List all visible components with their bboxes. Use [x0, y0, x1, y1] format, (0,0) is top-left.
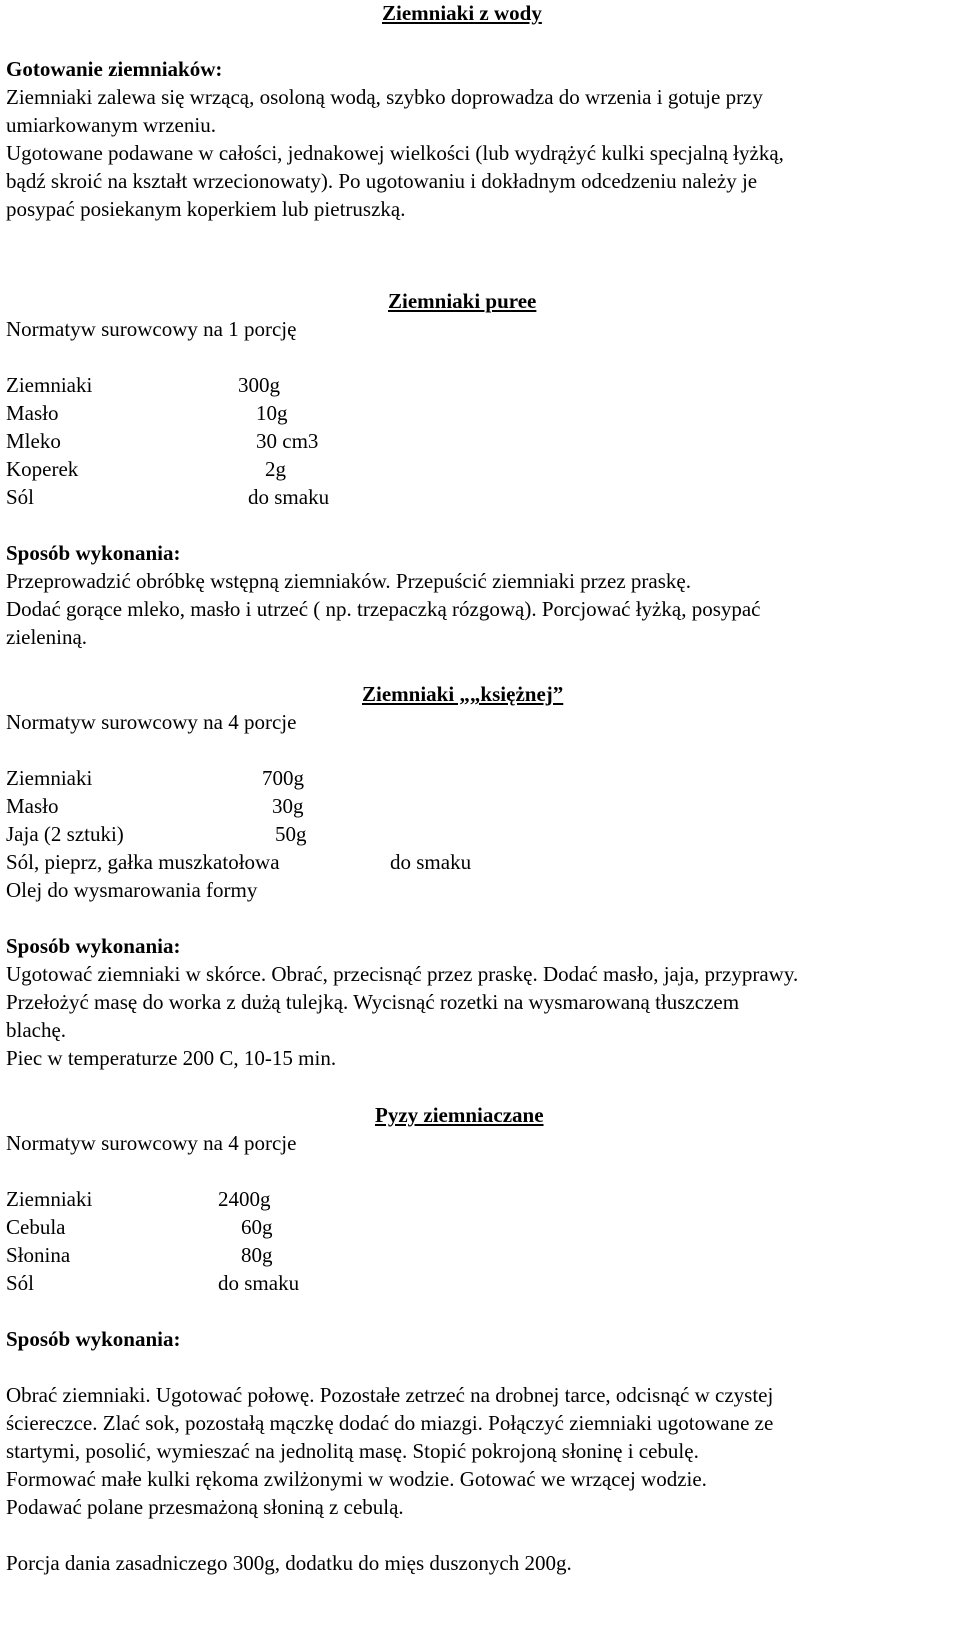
ingredient-amount: do smaku: [248, 485, 330, 509]
paragraph-line: ściereczce. Zlać sok, pozostałą mączkę dodać do miazgi. Połączyć ziemniaki ugotowane ze: [6, 1411, 774, 1435]
section4-method-heading: Sposób wykonania:: [6, 1327, 181, 1351]
paragraph-line: Przełożyć masę do worka z dużą tulejką. Wycisnąć rozetki na wysmarowaną tłuszczem: [6, 990, 740, 1014]
ingredient-amount: 10g: [256, 401, 288, 425]
ingredient-name: Ziemniaki: [6, 1187, 93, 1211]
ingredient-amount: 700g: [262, 766, 304, 790]
paragraph-line: Ugotowane podawane w całości, jednakowej wielkości (lub wydrążyć kulki specjalną łyżką,: [6, 141, 784, 165]
paragraph-line: Obrać ziemniaki. Ugotować połowę. Pozostałe zetrzeć na drobnej tarce, odcisnąć w czystej: [6, 1383, 774, 1407]
ingredient-amount: 300g: [238, 373, 280, 397]
section2-norm: Normatyw surowcowy na 1 porcję: [6, 317, 297, 341]
ingredient-name: Olej do wysmarowania formy: [6, 878, 258, 902]
paragraph-line: Przeprowadzić obróbkę wstępną ziemniaków. Przepuścić ziemniaki przez praskę.: [6, 569, 691, 593]
ingredient-name: Ziemniaki: [6, 373, 93, 397]
ingredient-name: Masło: [6, 401, 59, 425]
paragraph-line: blachę.: [6, 1018, 67, 1042]
section1-paragraph: [6, 83, 951, 223]
paragraph-line: zieleniną.: [6, 625, 88, 649]
ingredient-amount: 50g: [275, 822, 307, 846]
ingredient-name: Masło: [6, 794, 59, 818]
section3-method-heading: Sposób wykonania:: [6, 934, 181, 958]
paragraph-line: Piec w temperaturze 200 C, 10-15 min.: [6, 1046, 337, 1070]
paragraph-line: Podawać polane przesmażoną słoniną z cebulą.: [6, 1495, 404, 1519]
section1-heading: Gotowanie ziemniaków:: [6, 57, 223, 81]
ingredient-amount: do smaku: [390, 850, 472, 874]
ingredient-amount: 60g: [241, 1215, 273, 1239]
section2-title: Ziemniaki puree: [388, 289, 537, 313]
section4-footer: Porcja dania zasadniczego 300g, dodatku do mięs duszonych 200g.: [6, 1551, 572, 1575]
paragraph-line: Ugotować ziemniaki w skórce. Obrać, przecisnąć przez praskę. Dodać masło, jaja, przyprawy.: [6, 962, 799, 986]
paragraph-line: Dodać gorące mleko, masło i utrzeć ( np. trzepaczką rózgową). Porcjować łyżką, posypać: [6, 597, 761, 621]
paragraph-line: bądź skroić na kształt wrzecionowaty). Po ugotowaniu i dokładnym odcedzeniu należy je: [6, 169, 758, 193]
ingredient-amount: do smaku: [218, 1271, 300, 1295]
section4-method: [6, 1381, 951, 1521]
paragraph-line: posypać posiekanym koperkiem lub pietruszką.: [6, 197, 406, 221]
ingredient-name: Sól: [6, 1271, 35, 1295]
section4-norm: Normatyw surowcowy na 4 porcje: [6, 1131, 297, 1155]
section3-title: Ziemniaki „„księżnej”: [362, 682, 564, 706]
paragraph-line: Ziemniaki zalewa się wrzącą, osoloną wodą, szybko doprowadza do wrzenia i gotuje przy: [6, 85, 763, 109]
ingredient-name: Słonina: [6, 1243, 71, 1267]
paragraph-line: startymi, posolić, wymieszać na jednolitą masę. Stopić pokrojoną słoninę i cebulę.: [6, 1439, 699, 1463]
ingredient-name: Jaja (2 sztuki): [6, 822, 124, 846]
ingredient-name: Sól: [6, 485, 35, 509]
section3-norm: Normatyw surowcowy na 4 porcje: [6, 710, 297, 734]
ingredient-amount: 80g: [241, 1243, 273, 1267]
ingredient-name: Mleko: [6, 429, 61, 453]
ingredient-amount: 2400g: [218, 1187, 271, 1211]
section2-method: [6, 567, 951, 651]
section2-method-heading: Sposób wykonania:: [6, 541, 181, 565]
ingredient-amount: 2g: [265, 457, 286, 481]
paragraph-line: umiarkowanym wrzeniu.: [6, 113, 216, 137]
ingredient-name: Koperek: [6, 457, 79, 481]
section4-title: Pyzy ziemniaczane: [375, 1103, 544, 1127]
ingredient-amount: 30 cm3: [256, 429, 319, 453]
ingredient-name: Ziemniaki: [6, 766, 93, 790]
ingredient-amount: 30g: [272, 794, 304, 818]
section1-title: Ziemniaki z wody: [382, 1, 542, 25]
section3-method: [6, 960, 951, 1072]
ingredient-name: Cebula: [6, 1215, 66, 1239]
paragraph-line: Formować małe kulki rękoma zwilżonymi w wodzie. Gotować we wrzącej wodzie.: [6, 1467, 707, 1491]
ingredient-name: Sól, pieprz, gałka muszkatołowa: [6, 850, 280, 874]
